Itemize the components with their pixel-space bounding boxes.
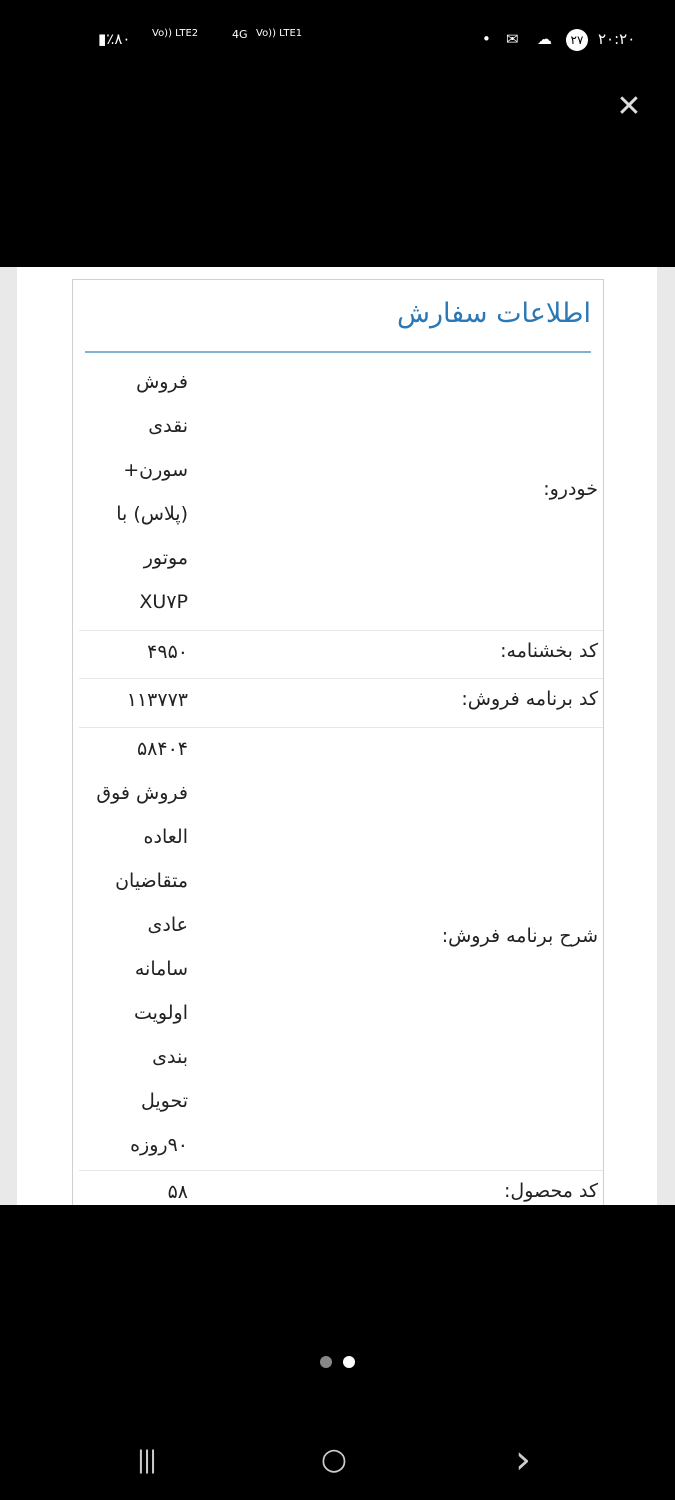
page-dot-1[interactable] <box>320 1356 332 1368</box>
value-line: فروش فوق <box>96 782 188 804</box>
row-label: خودرو: <box>543 478 598 500</box>
value-line: اولویت <box>133 1002 188 1024</box>
title-divider <box>85 351 591 353</box>
order-info-card <box>72 279 604 1205</box>
clock: ۲۰:۲۰ <box>598 30 636 48</box>
value-line: XU۷P <box>139 591 188 613</box>
document-page <box>17 267 657 1205</box>
card-title: اطلاعات سفارش <box>397 298 591 329</box>
row-value <box>127 678 188 722</box>
sim1-signal: Vo)) LTE1 <box>256 28 303 39</box>
table-row <box>79 360 603 631</box>
row-value <box>147 630 188 674</box>
row-label: کد محصول: <box>504 1180 598 1202</box>
row-value <box>168 1170 188 1205</box>
back-button[interactable]: › <box>515 1437 531 1483</box>
value-line: فروش <box>136 371 188 393</box>
sim2-signal: Vo)) LTE2 <box>152 28 199 39</box>
table-row <box>79 1170 603 1205</box>
value-line: ۹۰روزه <box>130 1134 188 1156</box>
row-value <box>116 360 188 624</box>
value-line: (پلاس) با <box>116 503 188 525</box>
value-line: سامانه <box>134 958 188 980</box>
network-type: 4G <box>232 28 248 41</box>
value-line: متقاضیان <box>115 870 188 892</box>
status-bar <box>0 28 675 56</box>
home-button[interactable]: ○ <box>320 1442 348 1477</box>
value-line: ۵۸ <box>167 1181 188 1203</box>
row-label: کد برنامه فروش: <box>461 688 598 710</box>
battery-indicator: ▮٪۸۰ <box>98 30 131 48</box>
value-line: تحویل <box>140 1090 188 1112</box>
table-row <box>79 727 603 1171</box>
value-line: عادی <box>147 914 188 936</box>
notification-badge: ۲۷ <box>566 29 588 51</box>
value-line: بندی <box>152 1046 188 1068</box>
value-line: العاده <box>143 826 188 848</box>
recents-button[interactable]: ||| <box>136 1446 156 1474</box>
row-label: کد بخشنامه: <box>500 640 598 662</box>
value-line: موتور <box>143 547 188 569</box>
document-viewer[interactable] <box>0 267 675 1205</box>
value-line: ۴۹۵۰ <box>147 641 188 663</box>
dot-icon: • <box>482 30 491 48</box>
value-line: سورن+ <box>123 459 188 481</box>
row-label: شرح برنامه فروش: <box>441 925 598 947</box>
value-line: ۵۸۴۰۴ <box>136 738 188 760</box>
close-button[interactable]: ✕ <box>616 89 642 124</box>
battery-level: ٪۸۰ <box>106 30 131 48</box>
page-dot-2-active[interactable] <box>343 1356 355 1368</box>
table-row <box>79 678 603 728</box>
value-line: نقدی <box>148 415 188 437</box>
mail-icon: ✉ <box>506 30 519 48</box>
value-line: ۱۱۳۷۷۳ <box>126 689 188 711</box>
table-row <box>79 630 603 679</box>
cloud-icon: ☁ <box>537 30 552 48</box>
row-value <box>96 727 188 1167</box>
